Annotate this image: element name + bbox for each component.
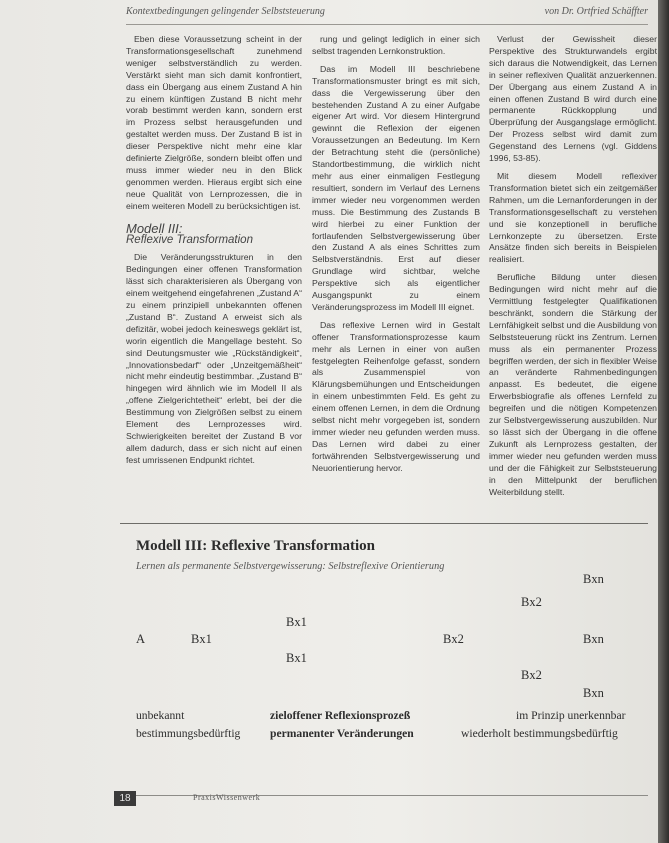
text-column-2 (312, 34, 480, 481)
figure-model-diagram (126, 528, 651, 750)
paragraph: Eben diese Voraussetzung scheint in der Transformationsgesellschaft zunehmend weniger selbstverständlich zu werden. Verstärkt sieht man sich damit konfrontiert, dass ein Übergang aus einem Zustand A hin zu einem künftigen Zustand B nicht mehr vorab bestimmt werden kann, sondern erst im Prozess selbst herausgefunden und gestaltet werden muss. Der Zustand B ist in dieser Perspektive nicht mehr eine klar definierte Zielgröße, sondern bleibt offen und muss immer wieder neu in den Blick genommen werden. Hieraus ergibt sich eine neue Qualität von Lernprozessen, die in einem weiteren Modell zu berücksichtigen ist. (126, 34, 302, 211)
page-number: 18 (114, 791, 136, 806)
node-bx1-lower: Bx1 (286, 651, 307, 665)
node-bx2-lower: Bx2 (521, 668, 542, 682)
label-permanent-change: permanenter Veränderungen (270, 727, 414, 740)
label-unknown: unbekannt (136, 709, 185, 722)
node-bxn-top: Bxn (583, 572, 604, 586)
paragraph: Berufliche Bildung unter diesen Bedingungen wird nicht mehr auf die Vermittlung festgelegter Qualifikationen beschränkt, sondern die Stärkung der Lernfähigkeit selbst und die Ausbildung von Selbststeuerung rückt ins Zentrum. Lernen muss als ein permanenter Prozess begriffen werden, der sich in flexibler Weise an veränderte Rahmenbedingungen anpasst. Es bedeutet, die eigene Erwerbsbiografie als offenes Lernfeld zu begreifen und die nötigen Kompetenzen zur Selbstvergewisserung auszubilden. Nur so lässt sich der Übergang in die offene Zukunft als Lernprozess gestalten, der immer wieder neu gefunden werden muss und der die Fähigkeit zur Selbststeuerung in den Mittelpunkt der beruflichen Weiterbildung stellt. (489, 272, 657, 497)
figure-title: Modell III: Reflexive Transformation (136, 538, 375, 554)
label-needs-definition: bestimmungsbedürftig (136, 727, 241, 740)
node-bx1-upper: Bx1 (286, 615, 307, 629)
paragraph: rung und gelingt lediglich in einer sich selbst tragenden Lernkonstruktion. (312, 34, 480, 56)
running-header (126, 4, 648, 20)
journal-name: PraxisWissenwerk (193, 793, 261, 802)
book-gutter-shadow (658, 0, 669, 843)
label-unknowable: im Prinzip unerkennbar (516, 709, 626, 722)
node-bx2-mid: Bx2 (443, 632, 464, 646)
node-bx1-main: Bx1 (191, 632, 212, 646)
paragraph: Mit diesem Modell reflexiver Transformation bietet sich ein zeitgemäßer Rahmen, um die Lernanforderungen in der Transformationsgesellschaft zu verstehen und sie konzeptionell in berufliche Lernkonzepte zu übersetzen. Erste Ansätze finden sich bereits in Beispielen realisiert. (489, 170, 657, 265)
text-column-1 (126, 34, 302, 473)
section-heading-title: Reflexive Transformation (126, 233, 253, 246)
paragraph: Das reflexive Lernen wird in Gestalt offener Transformationsprozesse kaum mehr als Lernen in einer von außen festgelegten Reihenfolge gefasst, sondern als Zusammenspiel von Klärungsbemühungen und Entscheidungen in einem unbestimmten Feld. Es geht zu einem offenen Lernen, in dem die Ordnung selbst nicht mehr vorgegeben ist, sondern immer wieder neu gefunden werden muss. Das Lernen wird dabei zu einer fortwährenden Selbstvergewisserung und Neuorientierung hervor. (312, 319, 480, 473)
text-column-3 (489, 34, 657, 504)
figure-subtitle: Lernen als permanente Selbstvergewisserung: Selbstreflexive Orientierung (136, 561, 445, 572)
header-rule (126, 24, 648, 25)
label-open-reflection: zieloffener Reflexionsprozeß (270, 709, 411, 722)
paragraph: Das im Modell III beschriebene Transformationsmuster bringt es mit sich, dass die Vergewisserung über den bestehenden Zustand A zu einer Aufgabe eigener Art wird. Vor diesem Hintergrund gewinnt die Reflexion der eigenen Voraussetzungen an Bedeutung. Im Kern der Betrachtung steht die (persönliche) Standortbestimmung, die wirklich nicht mehr aus einer einmaligen Festlegung resultiert, sondern im Verlauf des Lernens immer wieder neu vorgenommen werden muss. Die Bestimmung des Zustands B wird hierbei zu einer Funktion der fortlaufenden Selbstvergewisserung über den Zustand A als eines Schrittes zum Selbstverständnis. Erst auf dieser Grundlage wird sichtbar, welche Perspektive sich als eigentlicher Ausgangspunkt zu einem Veränderungsprozess im Modell III eignet. (312, 63, 480, 312)
paragraph: Die Veränderungsstrukturen in den Bedingungen einer offenen Transformation lässt sich charakterisieren als Übergang von einem weitgehend eingefahrenen „Zustand A“ zu einem prinzipiell unbekannten offenen „Zustand B“. Zustand A erweist sich als defizitär, wobei jedoch keineswegs geklärt ist, worin eigentlich die Mangellage besteht. So sind Deutungsmuster wie „Rückständigkeit“, „Innovationsbedarf“ oder „Unzeitgemäßheit“ nicht mehr eindeutig bestimmbar. „Zustand B“ hingegen wird ähnlich wie im Modell II als „offene Zielgerichtetheit“ erlebt, bei der die Bestimmung von Zielgrößen selbst zu einem Element des Lernprozesses wird. Schwierigkeiten bereitet der Zustand B vor allem dadurch, dass er sich nicht auf einen fest umrissenen Endpunkt richtet. (126, 252, 302, 465)
section-heading (126, 220, 302, 247)
header-left-title: Kontextbedingungen gelingender Selbststeuerung (126, 6, 325, 17)
header-author: von Dr. Ortfried Schäffter (544, 6, 648, 17)
paragraph: Verlust der Gewissheit dieser Perspektive des Strukturwandels ergibt sich daraus die Notwendigkeit, das Lernen in seiner reflexiven Qualität anzuerkennen. Der Übergang aus einem Zustand A in einen offenen Zustand B wird durch eine permanente Rückkopplung und Überprüfung der Ausgangslage ermöglicht. Der Prozess selbst wird damit zum Gegenstand des Lernens (vgl. Giddens 1996, 53-85). (489, 34, 657, 164)
label-repeatedly-needs-definition: wiederholt bestimmungsbedürftig (461, 727, 618, 740)
node-bxn-mid: Bxn (583, 632, 604, 646)
node-bxn-bottom: Bxn (583, 686, 604, 700)
node-bx2-upper: Bx2 (521, 595, 542, 609)
node-a: A (136, 632, 146, 646)
section-heading-model: Modell III: (126, 220, 183, 236)
figure-rule (120, 523, 648, 524)
